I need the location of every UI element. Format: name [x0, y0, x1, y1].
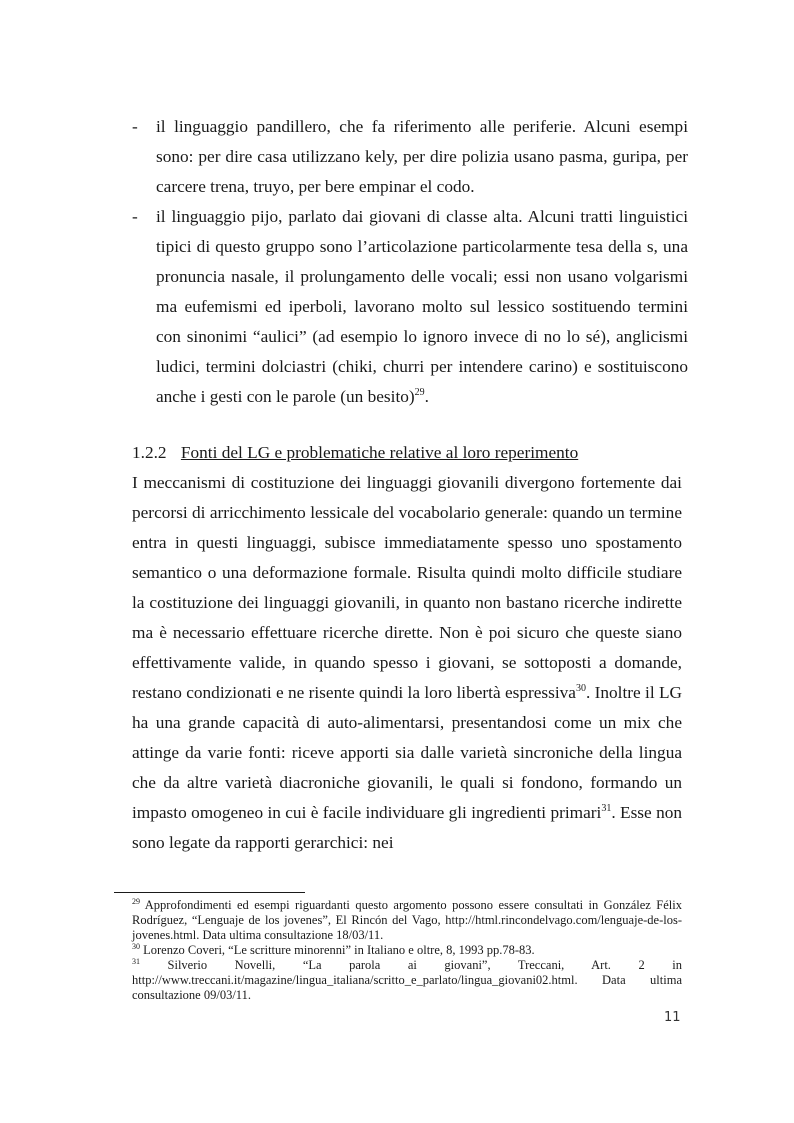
- section-number: 1.2.2: [132, 443, 167, 462]
- page-number: 11: [664, 1010, 681, 1025]
- footnote-text: Approfondimenti ed esempi riguardanti questo argomento possono essere consultati in González Félix Rodríguez, “Lenguaje de los jovenes”, El Rincón del Vago, http://html.rincondelvago.com/lenguaje-de-los-jovenes.html. Data ultima consultazione 18/03/11.: [132, 898, 682, 942]
- bullet-text: il linguaggio pandillero, che fa riferimento alle periferie. Alcuni esempi sono: per dire casa utilizzano kely, per dire polizia usano pasma, guripa, per carcere trena, truyo, per bere empinar el codo.: [156, 117, 688, 196]
- footnote-text: Silverio Novelli, “La parola ai giovani”, Treccani, Art. 2 in http://www.treccani.it/magazine/lingua_italiana/scritto_e_parlato/lingua_giovani02.html. Data ultima consultazione 09/03/11.: [132, 958, 682, 1002]
- bullet-dash: -: [132, 117, 138, 136]
- footnote-ref[interactable]: 30: [575, 683, 586, 695]
- bullet-text: il linguaggio pijo, parlato dai giovani di classe alta. Alcuni tratti linguistici tipici di questo gruppo sono l’articolazione particolarmente tesa della s, una pronuncia nasale, il prolungamento delle vocali; essi non usano volgarismi ma eufemismi ed iperboli, lavorano molto sul lessico sostituendo termini con sinonimi “aulici” (ad esempio lo ignoro invece di no lo sé), anglicismi ludici, termini dolciastri (chiki, churri per intendere carino) e sostituiscono anche i gesti con le parole (un besito): [156, 207, 688, 406]
- section-heading: [132, 438, 578, 468]
- section-title: Fonti del LG e problematiche relative al loro reperimento: [180, 443, 579, 462]
- footnote-ref[interactable]: 29: [414, 387, 425, 399]
- bullet-end: .: [424, 387, 429, 406]
- footnote: [132, 958, 682, 1003]
- footnotes: [132, 898, 682, 1003]
- bullet-list: [132, 112, 688, 412]
- paragraph-text: I meccanismi di costituzione dei linguaggi giovanili divergono fortemente dai percorsi di arricchimento lessicale del vocabolario generale: quando un termine entra in questi linguaggi, subisce immediatamente spesso uno spostamento semantico o una deformazione formale. Risulta quindi molto difficile studiare la costituzione dei linguaggi giovanili, in quanto non bastano ricerche indirette ma è necessario effettuare ricerche dirette. Non è poi sicuro che queste siano effettivamente valide, in quando spesso i giovani, se sottoposti a domande, restano condizionati e ne risente quindi la loro libertà espressiva: [132, 473, 682, 702]
- footnote: [132, 898, 682, 943]
- footnote-text: Lorenzo Coveri, “Le scritture minorenni” in Italiano e oltre, 8, 1993 pp.78-83.: [140, 943, 535, 957]
- paragraph-text: . Esse non sono legate da rapporti gerarchici: nei: [132, 803, 682, 852]
- footnote-number: 30: [132, 941, 140, 951]
- footnote-separator: [114, 892, 305, 893]
- bullet-dash: -: [132, 207, 138, 226]
- bullet-item: [132, 202, 688, 412]
- footnote-number: 31: [132, 956, 140, 966]
- bullet-item: [132, 112, 688, 202]
- footnote-ref[interactable]: 31: [601, 803, 612, 815]
- paragraph-text: . Inoltre il LG ha una grande capacità di auto-alimentarsi, presentandosi come un mix che attinge da varie fonti: riceve apporti sia dalle varietà sincroniche della lingua che da altre varietà diacroniche giovanili, le quali si fondono, formando un impasto omogeneo in cui è facile individuare gli ingredienti primari: [132, 683, 682, 822]
- footnote: [132, 943, 682, 958]
- body-paragraph: [132, 468, 682, 858]
- footnote-number: 29: [132, 896, 140, 906]
